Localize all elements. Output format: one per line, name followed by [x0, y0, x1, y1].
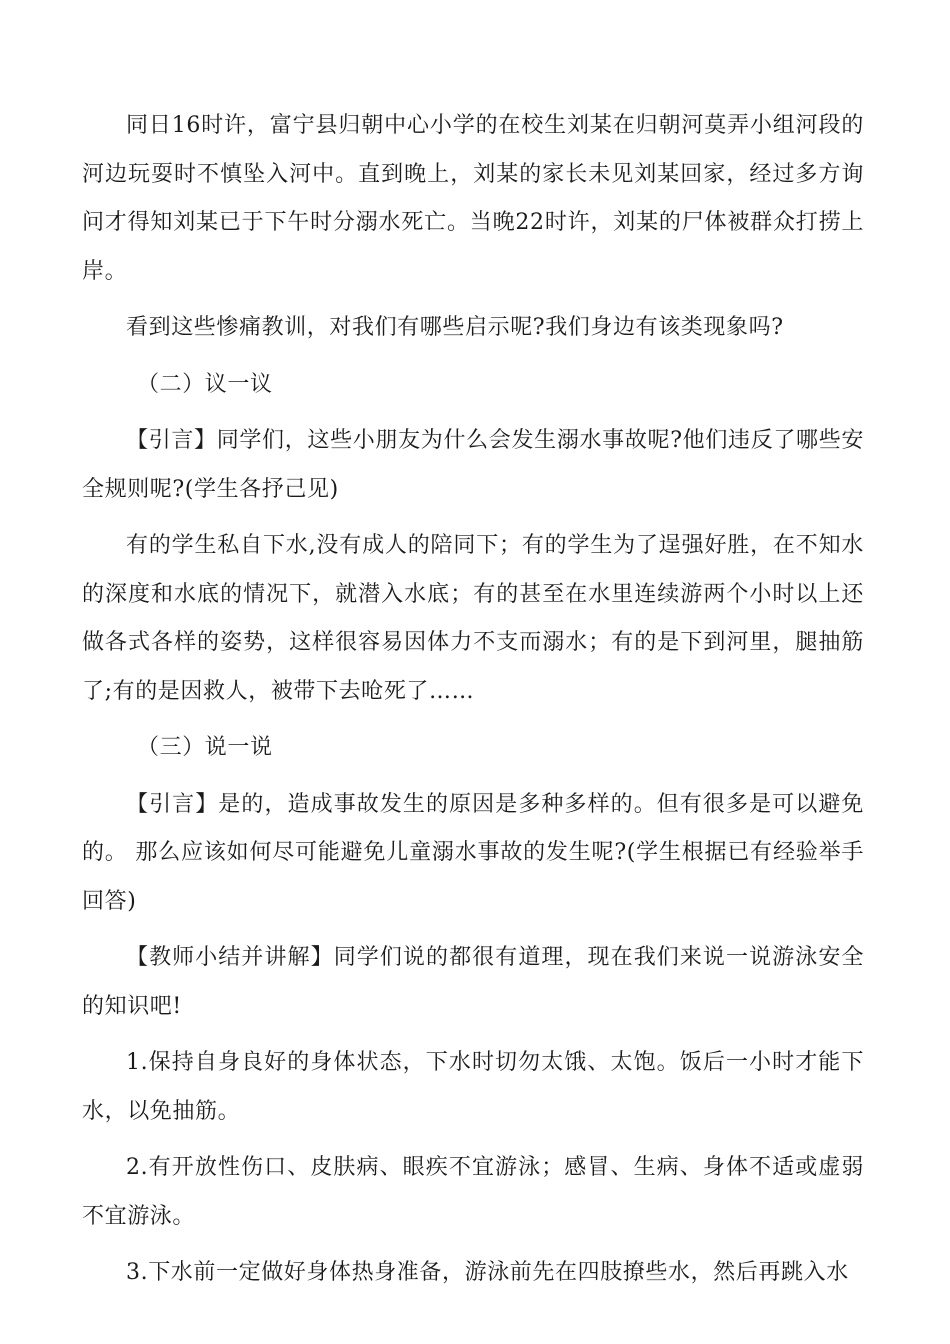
section-heading-speak: （三）说一说 — [137, 735, 273, 760]
paragraph-drowning-case: 同日16时许，富宁县归朝中心小学的在校生刘某在归朝河莫弄小组河段的河边玩耍时不慎坠入河中。直到晚上，刘某的家长未见刘某回家，经过多方询问才得知刘某已于下午时分溺水死亡。当晚22时许，刘某的尸体被群众打捞上岸。 — [82, 113, 864, 284]
list-item-safety-1: 1.保持自身良好的身体状态，下水时切勿太饿、太饱。饭后一小时才能下水，以免抽筋。 — [82, 1050, 864, 1124]
paragraph-causes: 有的学生私自下水,没有成人的陪同下；有的学生为了逞强好胜，在不知水的深度和水底的情况下，就潜入水底；有的甚至在水里连续游两个小时以上还做各式各样的姿势，这样很容易因体力不支而溺水；有的是下到河里，腿抽筋了;有的是因救人，被带下去呛死了…… — [82, 533, 864, 704]
paragraph-teacher-summary: 【教师小结并讲解】同学们说的都很有道理，现在我们来说一说游泳安全的知识吧! — [82, 945, 864, 1019]
paragraph-reflection-question: 看到这些惨痛教训，对我们有哪些启示呢?我们身边有该类现象吗? — [126, 315, 784, 340]
paragraph-intro-discuss: 【引言】同学们，这些小朋友为什么会发生溺水事故呢?他们违反了哪些安全规则呢?(学生各抒己见) — [82, 428, 864, 502]
list-item-safety-3: 3.下水前一定做好身体热身准备，游泳前先在四肢撩些水，然后再跳入水 — [126, 1260, 849, 1285]
section-heading-discuss: （二）议一议 — [137, 371, 273, 397]
document-body — [82, 102, 864, 1306]
paragraph-intro-speak: 【引言】是的，造成事故发生的原因是多种多样的。但有很多是可以避免的。 那么应该如何尽可能避免儿童溺水事故的发生呢?(学生根据已有经验举手回答) — [82, 791, 864, 914]
list-item-safety-2: 2.有开放性伤口、皮肤病、眼疾不宜游泳；感冒、生病、身体不适或虚弱不宜游泳。 — [82, 1155, 864, 1229]
